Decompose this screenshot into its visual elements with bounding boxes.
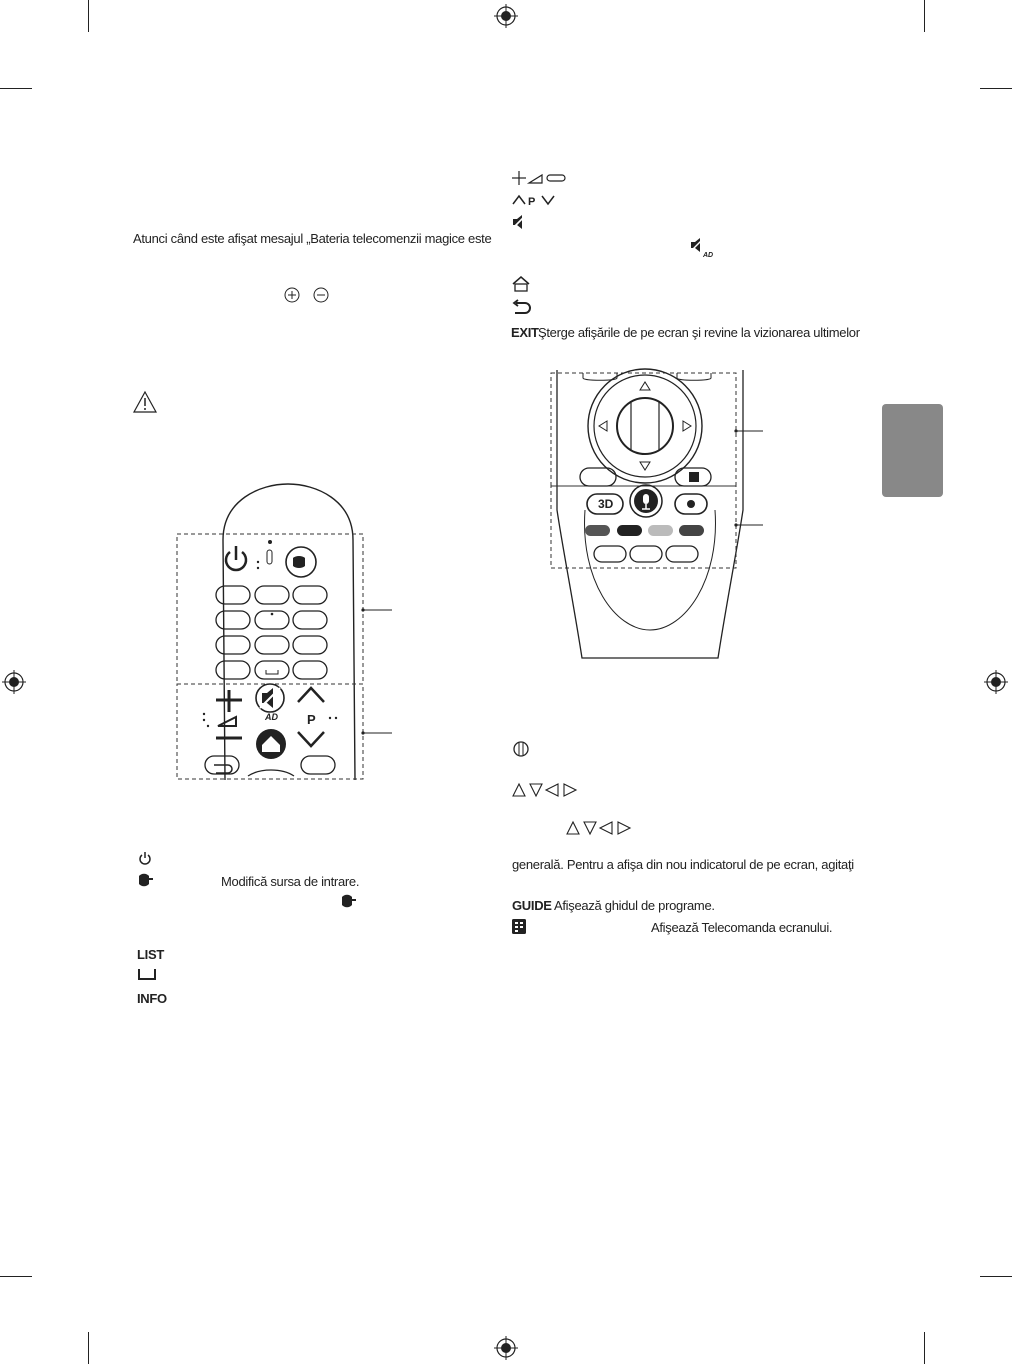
ad-label: AD [265, 712, 278, 722]
mute-ad-icon [690, 238, 718, 258]
registration-mark-icon [494, 4, 518, 28]
subtitle-icon [138, 968, 156, 980]
plus-circle-icon [284, 287, 300, 303]
crop-mark [924, 1332, 925, 1364]
minus-circle-icon [313, 287, 329, 303]
warning-icon [132, 390, 158, 414]
input-text: Modifică sursa de intrare. [221, 874, 360, 889]
wheel-icon [513, 741, 529, 757]
volume-icon [512, 170, 568, 186]
remote-top-diagram [170, 480, 410, 790]
home-icon [512, 276, 530, 292]
exit-text: Şterge afişările de pe ecran şi revine la vizionarea ultimelor [538, 325, 860, 340]
crop-mark [0, 1276, 32, 1277]
back-icon [512, 300, 532, 314]
guide-text: Afişează ghidul de programe. [554, 898, 715, 913]
registration-mark-icon [984, 670, 1008, 694]
input-icon [137, 873, 155, 887]
battery-message: Atunci când este afişat mesajul „Bateria telecomenzii magice este [133, 231, 492, 246]
arrow-keys-icon [512, 782, 580, 798]
registration-mark-icon [494, 1336, 518, 1360]
remote-bottom-diagram [545, 370, 775, 670]
p-label: P [307, 712, 316, 727]
crop-mark [924, 0, 925, 32]
input-icon [340, 894, 358, 908]
power-icon [138, 851, 152, 865]
arrow-keys-icon [566, 820, 634, 836]
crop-mark [88, 0, 89, 32]
svg-text:AD: AD [703, 252, 714, 259]
crop-mark [88, 1332, 89, 1364]
info-label: INFO [137, 991, 167, 1006]
svg-text:P: P [528, 196, 536, 208]
crop-mark [980, 1276, 1012, 1277]
list-label: LIST [137, 947, 164, 962]
crop-mark [980, 88, 1012, 89]
language-side-tab [882, 404, 943, 497]
guide-label: GUIDE [512, 898, 552, 913]
registration-mark-icon [2, 670, 26, 694]
three-d-label: 3D [598, 497, 614, 511]
screen-remote-icon [512, 919, 526, 934]
screen-remote-text: Afişează Telecomanda ecranului. [651, 920, 833, 935]
channel-icon [512, 193, 558, 207]
crop-mark [0, 88, 32, 89]
mute-icon [512, 214, 528, 230]
exit-label: EXIT [511, 325, 539, 340]
pointer-text: generală. Pentru a afişa din nou indicatorul de pe ecran, agitaţi [512, 857, 854, 872]
